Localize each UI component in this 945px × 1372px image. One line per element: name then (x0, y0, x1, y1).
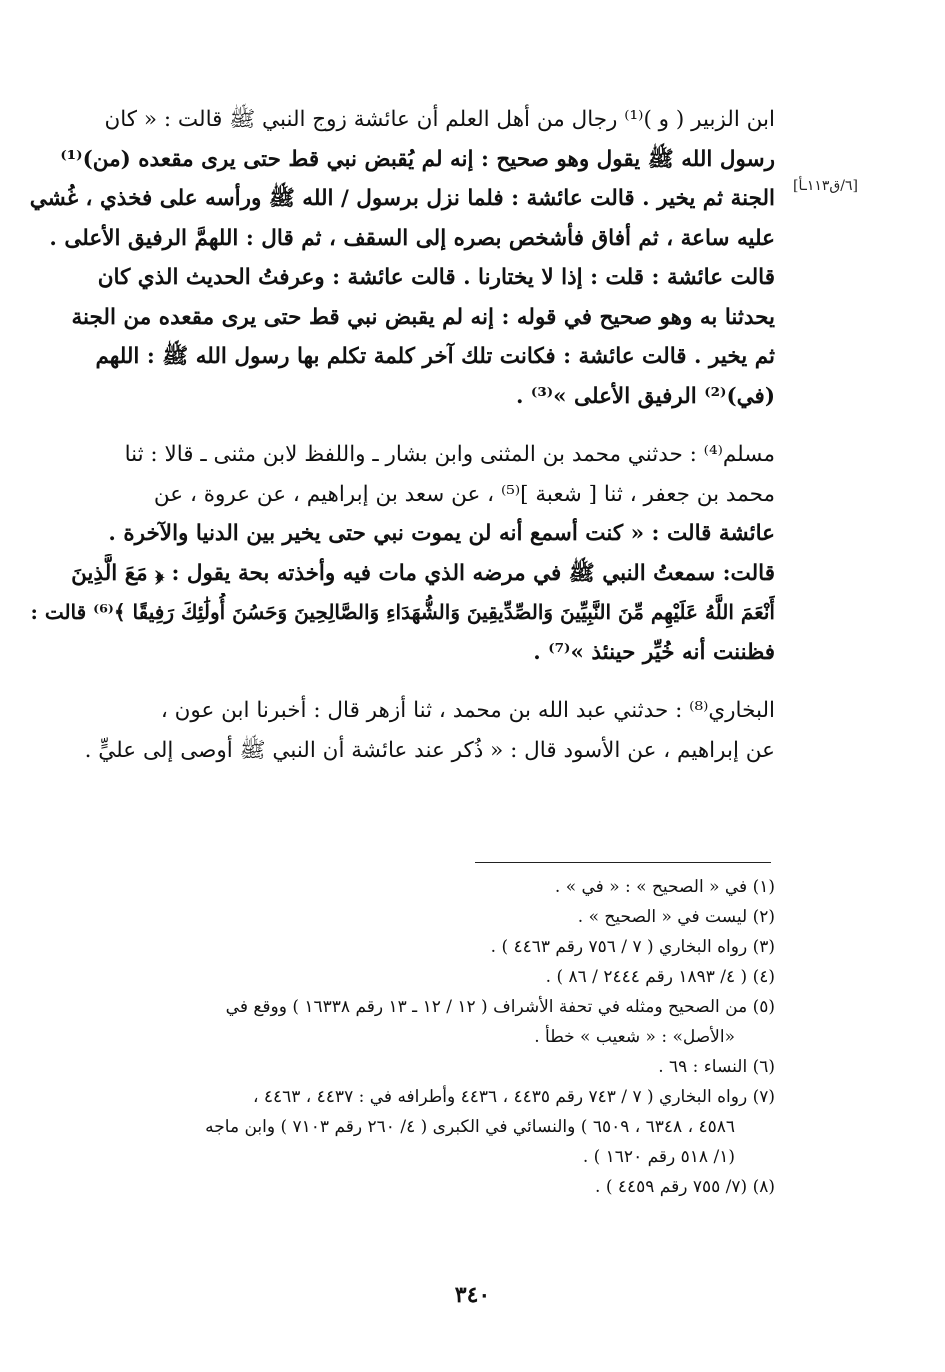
text-line: أَنْعَمَ اللَّهُ عَلَيْهِم مِّنَ النَّبِيِّينَ وَالصِّدِّيقِينَ وَالشُّهَدَاءِ وَالصَّالِحِينَ وَحَسُنَ أُولَٰئِكَ رَفِيقًا ﴾⁽⁶⁾ قالت : (30, 600, 775, 624)
footnote-line: «الأصل» : « شعيب » خطأ . (534, 1027, 735, 1047)
text-line: رسول الله ﷺ يقول وهو صحيح : إنه لم يُقبض نبي قط حتى يرى مقعده (من)⁽¹⁾ (60, 146, 775, 172)
footnotes (30, 872, 775, 1202)
page-number: ٣٤٠ (454, 1282, 491, 1308)
text-line: قالت: سمعتُ النبي ﷺ في مرضه الذي مات فيه وأخذته بحة يقول : ﴿ مَعَ الَّذِينَ (71, 560, 775, 586)
text-line: قالت عائشة : قلت : إذا لا يختارنا . قالت عائشة : وعرفتُ الحديث الذي كان (97, 265, 775, 290)
paragraph-gap (30, 416, 775, 435)
text-line: عن إبراهيم ، عن الأسود قال : « ذُكر عند عائشة أن النبي ﷺ أوصى إلى عليٍّ . (84, 737, 775, 763)
footnote-line: (٢) ليست في « الصحيح » . (577, 907, 775, 927)
footnote-line: (٥) من الصحيح ومثله في تحفة الأشراف ( ١٢ / ١٢ ـ ١٣ رقم ١٦٣٣٨ ) ووقع في (225, 997, 775, 1017)
text-line: ثم يخير . قالت عائشة : فكانت تلك آخر كلمة تكلم بها رسول الله ﷺ : اللهم (95, 344, 775, 369)
text-line: الجنة ثم يخير . قالت عائشة : فلما نزل برسول / الله ﷺ ورأسه على فخذي ، غُشي (30, 186, 775, 211)
paragraph-gap (30, 672, 775, 691)
footnote-line: (٨) (٧/ ٧٥٥ رقم ٤٤٥٩ ) . (595, 1177, 775, 1197)
text-line: عليه ساعة ، ثم أفاق فأشخص بصره إلى السقف ، ثم قال : اللهمَّ الرفيق الأعلى . (49, 225, 775, 251)
footnote-line: (١) في « الصحيح » : « في » . (554, 877, 775, 897)
text-line: ابن الزبير ( و )⁽¹⁾ رجال من أهل العلم أن عائشة زوج النبي ﷺ قالت : « كان (104, 107, 775, 132)
text-line: (في)⁽²⁾ الرفيق الأعلى »⁽³⁾ . (515, 383, 775, 409)
footnote-separator (475, 862, 771, 863)
text-line: عائشة قالت : « كنت أسمع أنه لن يموت نبي حتى يخير بين الدنيا والآخرة . (108, 521, 775, 546)
footnote-line: ٤٥٨٦ ، ٦٣٤٨ ، ٦٥٠٩ ) والنسائي في الكبرى ( ٤/ ٢٦٠ رقم ٧١٠٣ ) وابن ماجه (205, 1117, 735, 1137)
footnote-line: (٧) رواه البخاري ( ٧ / ٧٤٣ رقم ٤٤٣٥ ، ٤٤٣٦ وأطرافه في : ٤٤٣٧ ، ٤٤٦٣ ، (252, 1087, 775, 1107)
footnote-line: (١/ ٥١٨ رقم ١٦٢٠ ) . (582, 1147, 735, 1167)
text-line: فظننت أنه خُيِّر حينئذ »⁽⁷⁾ . (533, 639, 775, 665)
footnote-line: (٤) ( ٤/ ١٨٩٣ رقم ٢٤٤٤ / ٨٦ ) . (545, 967, 775, 987)
footnote-line: (٦) النساء : ٦٩ . (658, 1057, 775, 1077)
text-line: البخاري⁽⁸⁾ : حدثني عبد الله بن محمد ، ثنا أزهر قال : أخبرنا ابن عون ، (160, 698, 775, 723)
text-line: يحدثنا به وهو صحيح في قوله : إنه لم يقبض نبي قط حتى يرى مقعده من الجنة (71, 304, 775, 330)
margin-manuscript-reference: [٦/ق١١٣ـأ] (793, 178, 858, 194)
footnote-line: (٣) رواه البخاري ( ٧ / ٧٥٦ رقم ٤٤٦٣ ) . (490, 937, 775, 957)
text-line: مسلم⁽⁴⁾ : حدثني محمد بن المثنى وابن بشار ـ واللفظ لابن مثنى ـ قالا : ثنا (124, 442, 775, 467)
main-text (30, 100, 775, 770)
text-line: محمد بن جعفر ، ثنا [ شعبة ]⁽⁵⁾ ، عن سعد بن إبراهيم ، عن عروة ، عن (153, 481, 775, 507)
